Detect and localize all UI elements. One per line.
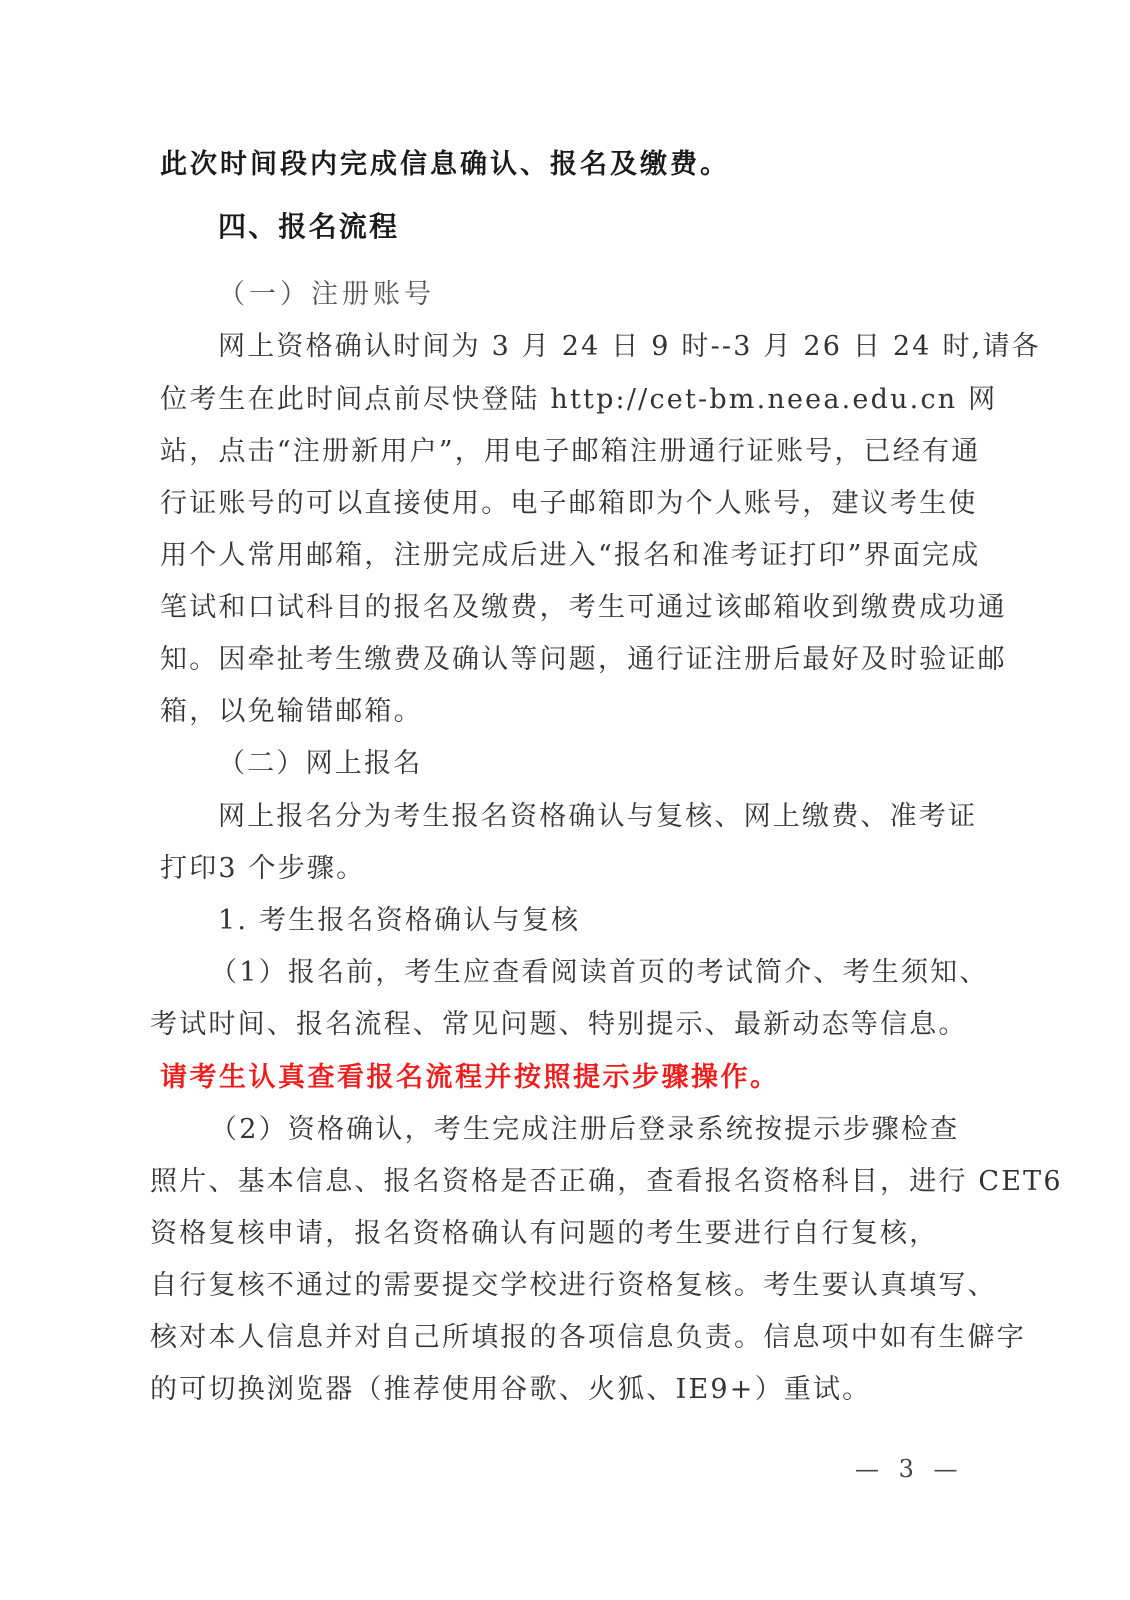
emphasis-notice: 请考生认真查看报名流程并按照提示步骤操作。 bbox=[160, 1062, 780, 1093]
paragraph-line: 此次时间段内完成信息确认、报名及缴费。 bbox=[160, 149, 730, 180]
paragraph-line: 网上报名分为考生报名资格确认与复核、网上缴费、准考证 bbox=[218, 801, 978, 832]
paragraph-line: （1）报名前，考生应查看阅读首页的考试简介、考生须知、 bbox=[210, 957, 989, 988]
subsection-heading: （一）注册账号 bbox=[218, 279, 435, 310]
list-heading: 1. 考生报名资格确认与复核 bbox=[218, 905, 581, 936]
paragraph-line: 知。因牵扯考生缴费及确认等问题，通行证注册后最好及时验证邮 bbox=[160, 644, 1007, 675]
paragraph-line: （2）资格确认，考生完成注册后登录系统按提示步骤检查 bbox=[210, 1114, 960, 1145]
section-heading: 四、报名流程 bbox=[218, 210, 400, 243]
paragraph-line-with-url: 位考生在此时间点前尽快登陆 http://cet-bm.neea.edu.cn 网 bbox=[160, 384, 998, 415]
paragraph-line: 站，点击“注册新用户”，用电子邮箱注册通行证账号，已经有通 bbox=[160, 436, 981, 467]
paragraph-line: 自行复核不通过的需要提交学校进行资格复核。考生要认真填写、 bbox=[150, 1270, 997, 1301]
paragraph-line: 打印3 个步骤。 bbox=[160, 853, 366, 884]
subsection-heading: （二）网上报名 bbox=[218, 748, 423, 779]
page-number: — 3 — bbox=[855, 1455, 964, 1483]
paragraph-line: 行证账号的可以直接使用。电子邮箱即为个人账号，建议考生使 bbox=[160, 488, 978, 519]
paragraph-line: 照片、基本信息、报名资格是否正确，查看报名资格科目，进行 CET6 bbox=[150, 1166, 1063, 1197]
paragraph-line: 的可切换浏览器（推荐使用谷歌、火狐、IE9+）重试。 bbox=[150, 1374, 872, 1405]
paragraph-line: 箱，以免输错邮箱。 bbox=[160, 696, 423, 727]
paragraph-line: 用个人常用邮箱，注册完成后进入“报名和准考证打印”界面完成 bbox=[160, 540, 981, 571]
paragraph-line: 核对本人信息并对自己所填报的各项信息负责。信息项中如有生僻字 bbox=[150, 1322, 1026, 1353]
paragraph-line: 笔试和口试科目的报名及缴费，考生可通过该邮箱收到缴费成功通 bbox=[160, 592, 1007, 623]
paragraph-line: 考试时间、报名流程、常见问题、特别提示、最新动态等信息。 bbox=[150, 1009, 968, 1040]
paragraph-line: 网上资格确认时间为 3 月 24 日 9 时--3 月 26 日 24 时,请各 bbox=[218, 331, 1041, 362]
paragraph-line: 资格复核申请，报名资格确认有问题的考生要进行自行复核， bbox=[150, 1218, 939, 1249]
